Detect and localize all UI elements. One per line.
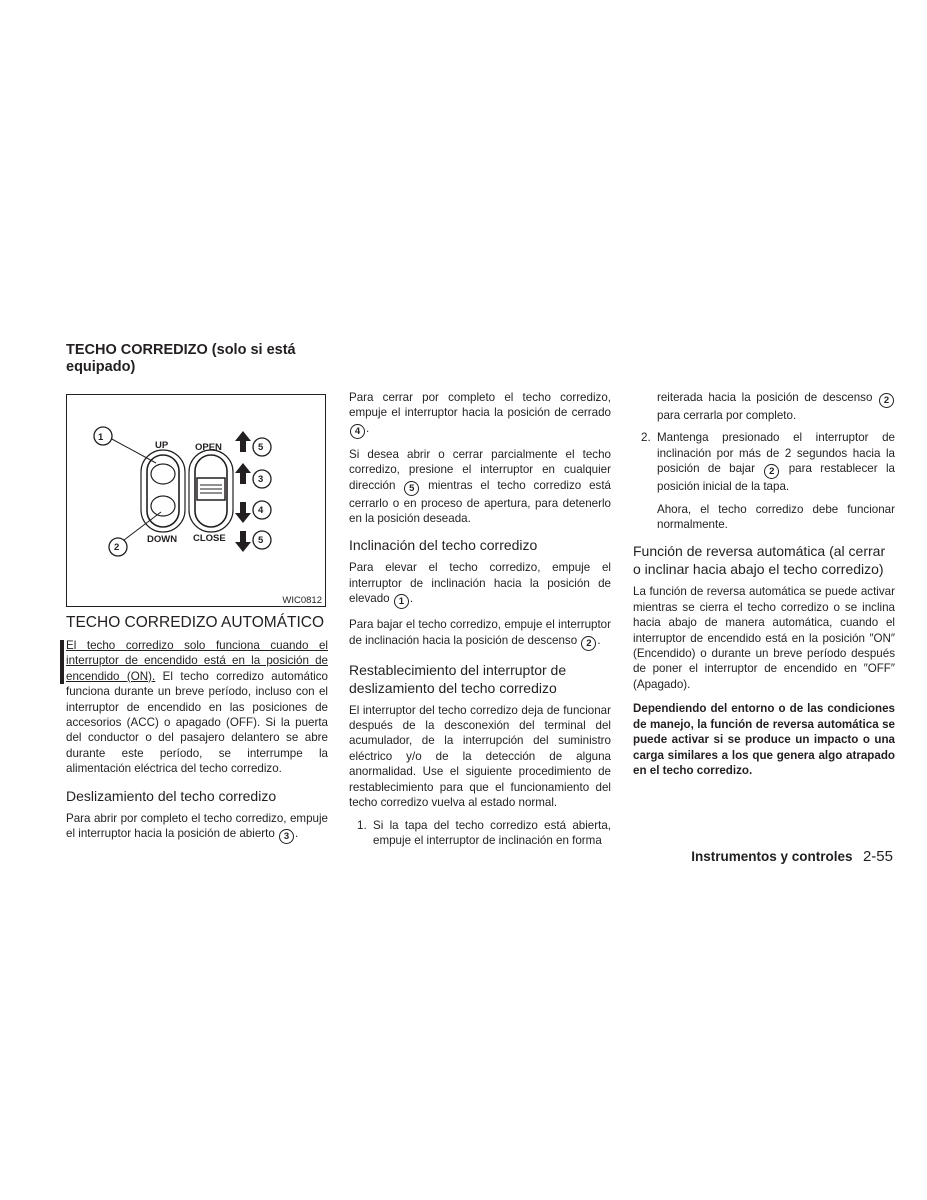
sunroof-switch-figure [66,394,326,607]
column-3 [633,390,895,778]
text: Para elevar el techo corredizo, empuje el interruptor de inclinación hacia la posición de elevado [349,561,611,606]
heading-reset: Restablecimiento del interruptor de deslizamiento del techo corredizo [349,661,567,696]
slide-switch-body [195,455,227,527]
callout-5-top-label: 5 [258,442,264,453]
heading-auto-sunroof: TECHO CORREDIZO AUTOMÁTICO [66,614,325,631]
column-1 [66,613,328,844]
text: . [366,421,370,435]
callout-3-label: 3 [258,474,264,485]
text: reiterada hacia la posición de descenso [657,391,873,404]
down-label: DOWN [147,534,178,545]
paragraph-auto [66,638,328,777]
list-item-1-continued [633,390,895,423]
heading-tilt: Inclinación del techo corredizo [349,537,538,554]
text: Mantenga presionado el interruptor de inclinación por más de 2 segundos hacia la posición de bajar [657,431,895,476]
open-label: OPEN [195,442,222,453]
text: Si la tapa del techo corredizo está abierta, empuje el interruptor de inclinación en forma [373,818,611,847]
callout-number: 2 [581,636,596,651]
callout-1-label: 1 [98,432,104,443]
callout-5-bottom-label: 5 [258,535,264,546]
list-number: 1. [357,818,367,832]
callout-number: 4 [350,424,365,439]
list-item-1 [349,818,611,849]
list-item-2-note: Ahora, el techo corredizo debe funcionar normalmente. [657,502,895,532]
paragraph-auto-reverse: La función de reversa automática se puede activar mientras se cierra el techo corredizo o se inclina hacia abajo de manera automática, cuando el interruptor de encendido está en la posición ″ON″ (Encendido) o durante un breve período después de poner el interruptor de encendido en ″OFF″ (Apagado). [633,585,895,691]
text: Para bajar el techo corredizo, empuje el interruptor de inclinación hacia la posición de descenso [349,618,611,647]
paragraph-partial [349,447,611,527]
callout-number: 1 [394,594,409,609]
paragraph-close [349,390,611,439]
text: mientras el techo corredizo está cerrarlo o en proceso de apertura, para detenerlo en la posición deseada. [349,478,611,526]
callout-number: 2 [764,464,779,479]
callout-number: 5 [404,481,419,496]
callout-4-label: 4 [258,505,264,516]
list-item-2 [633,430,895,494]
arrow-up-icon [235,463,251,484]
heading-auto-reverse: Función de reversa automática (al cerrar o inclinar hacia abajo el techo corredizo) [633,543,886,578]
tilt-up-button [151,464,175,484]
callout-2-label: 2 [114,542,120,553]
warning-paragraph: Dependiendo del entorno o de las condiciones de manejo, la función de reversa automática se puede activar si se produce un impacto o una carga similares a los que genera algo atrapado en el techo corredizo. [633,702,895,777]
revision-bar [60,640,64,684]
paragraph-tilt-up [349,560,611,609]
arrow-down-icon [235,531,251,552]
column-2 [349,390,611,848]
text: Para cerrar por completo el techo corredizo, empuje el interruptor hacia la posición de cerrado [349,391,611,420]
text: . [295,827,299,841]
up-label: UP [155,440,169,451]
paragraph-tilt-down [349,617,611,650]
close-label: CLOSE [193,533,226,544]
callout-number: 3 [279,829,294,844]
footer-section-name: Instrumentos y controles [691,849,853,864]
text: . [597,633,601,647]
callout-number: 2 [879,393,894,408]
paragraph-slide [66,811,328,844]
sunroof-switch-diagram [67,395,325,606]
section-title: TECHO CORREDIZO (solo si está equipado) [66,342,296,375]
underlined-text: El techo corredizo solo funciona cuando el interruptor de encendido está en la posición de encendido (ON). [66,639,328,683]
text: Si desea abrir o cerrar parcialmente el techo corredizo, presione el interruptor en cualquier dirección [349,447,611,492]
list-number: 2. [641,431,651,445]
text: para restablecer la posición inicial de la tapa. [657,462,896,494]
arrow-up-icon [235,431,251,452]
text: . [409,592,414,606]
figure-code: WIC0812 [282,595,322,606]
tilt-down-button [151,496,175,516]
page-footer [691,848,893,866]
text: para cerrarla por completo. [657,409,797,422]
text: Para abrir por completo el techo corredizo, empuje el interruptor hacia la posición de abierto [66,811,328,841]
page-number: 2-55 [862,848,893,865]
text: El techo corredizo automático funciona durante un breve período, incluso con el interruptor de encendido en las posiciones de accesorios (ACC) o apagado (OFF). Si la puerta del conductor o del pasajero delantero se abre durante este período, se interrumpe la alimentación eléctrica del techo corredizo. [66,669,329,776]
arrow-down-icon [235,502,251,523]
heading-slide: Deslizamiento del techo corredizo [66,787,277,804]
paragraph-reset: El interruptor del techo corredizo deja de funcionar después de la desconexión del terminal del acumulador, de la interrupción del suministro eléctrico y/o de la detección de alguna anormalidad. Use el siguiente procedimiento de restablecimiento para que el funcionamiento del techo corredizo vuelva al estado normal. [349,703,611,810]
